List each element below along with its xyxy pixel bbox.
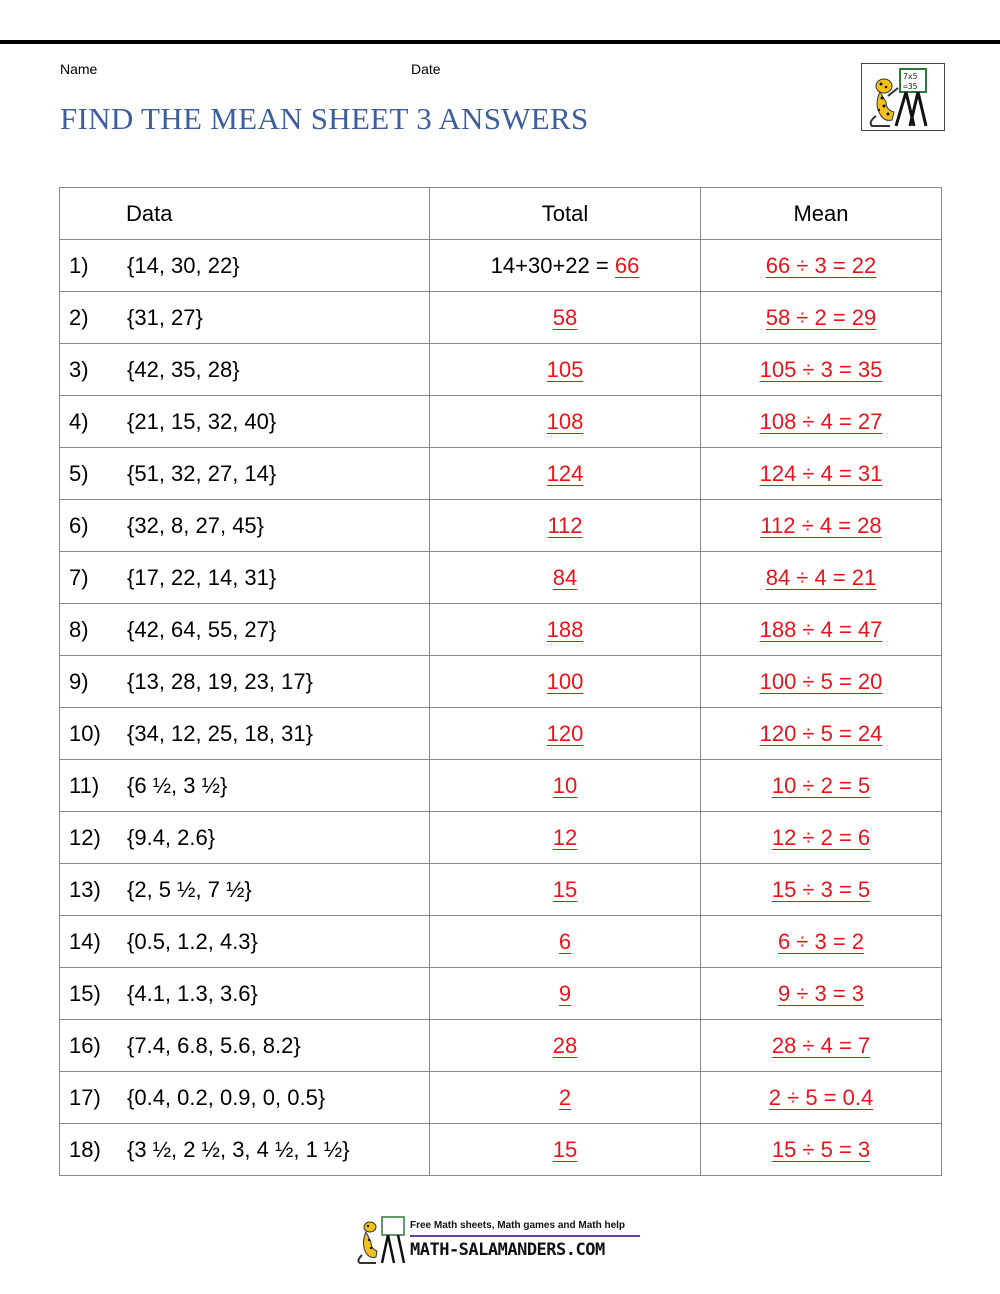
total-answer: 84	[552, 564, 578, 590]
mean-cell	[701, 1072, 942, 1124]
table-row	[60, 604, 942, 656]
data-set: {0.5, 1.2, 4.3}	[127, 928, 258, 954]
total-cell	[430, 396, 701, 448]
table-row	[60, 344, 942, 396]
total-answer: 100	[546, 668, 584, 694]
logo-text-bottom: =35	[903, 82, 918, 91]
date-label: Date	[411, 61, 441, 77]
total-answer: 188	[546, 616, 584, 642]
logo-text-top: 7x5	[903, 72, 918, 81]
mean-cell	[701, 968, 942, 1020]
data-set: {51, 32, 27, 14}	[127, 460, 277, 486]
table-row	[60, 708, 942, 760]
salamander-logo-icon	[862, 64, 944, 130]
data-set: {0.4, 0.2, 0.9, 0, 0.5}	[127, 1084, 326, 1110]
question-number: 14)	[69, 928, 101, 954]
question-number: 5)	[69, 460, 89, 486]
data-cell	[60, 1124, 430, 1176]
mean-cell	[701, 760, 942, 812]
total-cell	[430, 1124, 701, 1176]
total-cell	[430, 292, 701, 344]
data-set: {21, 15, 32, 40}	[127, 408, 277, 434]
mean-cell	[701, 240, 942, 292]
data-set: {7.4, 6.8, 5.6, 8.2}	[127, 1032, 301, 1058]
mean-cell	[701, 448, 942, 500]
footer-site-name: MATH-SALAMANDERS.COM	[410, 1240, 605, 1260]
total-working: 14+30+22 =	[490, 252, 615, 278]
question-number: 17)	[69, 1084, 101, 1110]
column-header-mean: Mean	[701, 188, 942, 240]
total-cell	[430, 1072, 701, 1124]
mean-answer: 9 ÷ 3 = 3	[777, 980, 865, 1006]
table-row	[60, 500, 942, 552]
total-answer: 108	[546, 408, 584, 434]
mean-answer: 84 ÷ 4 = 21	[765, 564, 877, 590]
data-cell	[60, 1072, 430, 1124]
question-number: 8)	[69, 616, 89, 642]
question-number: 6)	[69, 512, 89, 538]
question-number: 11)	[69, 772, 100, 798]
total-cell	[430, 864, 701, 916]
total-cell	[430, 500, 701, 552]
mean-answers-table	[59, 187, 942, 1176]
total-cell	[430, 708, 701, 760]
column-header-total: Total	[430, 188, 701, 240]
mean-answer: 58 ÷ 2 = 29	[765, 304, 877, 330]
table-row	[60, 656, 942, 708]
data-set: {3 ½, 2 ½, 3, 4 ½, 1 ½}	[127, 1136, 350, 1162]
question-number: 4)	[69, 408, 89, 434]
footer-divider	[410, 1235, 640, 1237]
salamander-logo	[861, 63, 945, 131]
data-cell	[60, 968, 430, 1020]
total-answer: 15	[552, 1136, 578, 1162]
question-number: 1)	[69, 252, 89, 278]
data-cell	[60, 500, 430, 552]
mean-cell	[701, 656, 942, 708]
data-cell	[60, 708, 430, 760]
mean-answer: 10 ÷ 2 = 5	[771, 772, 871, 798]
table-row	[60, 916, 942, 968]
data-set: {42, 64, 55, 27}	[127, 616, 277, 642]
data-cell	[60, 916, 430, 968]
data-set: {2, 5 ½, 7 ½}	[127, 876, 252, 902]
data-cell	[60, 760, 430, 812]
mean-cell	[701, 1124, 942, 1176]
total-answer: 66	[614, 252, 640, 278]
question-number: 9)	[69, 668, 89, 694]
table-row	[60, 292, 942, 344]
mean-answer: 124 ÷ 4 = 31	[759, 460, 883, 486]
data-cell	[60, 812, 430, 864]
total-answer: 28	[552, 1032, 578, 1058]
table-row	[60, 552, 942, 604]
data-set: {17, 22, 14, 31}	[127, 564, 277, 590]
mean-cell	[701, 812, 942, 864]
data-cell	[60, 552, 430, 604]
mean-cell	[701, 604, 942, 656]
mean-cell	[701, 1020, 942, 1072]
mean-answer: 120 ÷ 5 = 24	[759, 720, 883, 746]
mean-answer: 2 ÷ 5 = 0.4	[768, 1084, 874, 1110]
question-number: 18)	[69, 1136, 101, 1162]
footer-salamander-icon	[352, 1213, 410, 1265]
data-set: {31, 27}	[127, 304, 203, 330]
table-row	[60, 448, 942, 500]
data-set: {42, 35, 28}	[127, 356, 240, 382]
mean-answer: 105 ÷ 3 = 35	[759, 356, 883, 382]
total-answer: 9	[558, 980, 572, 1006]
total-cell	[430, 760, 701, 812]
question-number: 16)	[69, 1032, 101, 1058]
mean-answer: 15 ÷ 3 = 5	[771, 876, 871, 902]
total-answer: 112	[547, 512, 583, 538]
data-cell	[60, 292, 430, 344]
mean-answer: 112 ÷ 4 = 28	[760, 512, 882, 538]
table-row	[60, 240, 942, 292]
mean-cell	[701, 708, 942, 760]
table-row	[60, 812, 942, 864]
total-answer: 12	[552, 824, 578, 850]
data-set: {34, 12, 25, 18, 31}	[127, 720, 313, 746]
data-set: {13, 28, 19, 23, 17}	[127, 668, 313, 694]
data-cell	[60, 344, 430, 396]
data-set: {6 ½, 3 ½}	[127, 772, 228, 798]
total-cell	[430, 968, 701, 1020]
total-cell	[430, 604, 701, 656]
total-answer: 6	[558, 928, 572, 954]
question-number: 15)	[69, 980, 101, 1006]
total-cell	[430, 552, 701, 604]
table-row	[60, 1020, 942, 1072]
mean-cell	[701, 396, 942, 448]
question-number: 3)	[69, 356, 89, 382]
total-answer: 105	[546, 356, 584, 382]
total-cell	[430, 344, 701, 396]
column-header-data: Data	[60, 188, 430, 240]
total-cell	[430, 812, 701, 864]
total-answer: 10	[552, 772, 578, 798]
total-answer: 58	[552, 304, 578, 330]
footer-brand	[352, 1213, 642, 1265]
data-set: {9.4, 2.6}	[127, 824, 216, 850]
data-set: {32, 8, 27, 45}	[127, 512, 265, 538]
data-cell	[60, 1020, 430, 1072]
question-number: 7)	[69, 564, 89, 590]
mean-cell	[701, 916, 942, 968]
mean-answer: 12 ÷ 2 = 6	[771, 824, 871, 850]
mean-answer: 188 ÷ 4 = 47	[759, 616, 883, 642]
total-answer: 124	[546, 460, 584, 486]
question-number: 10)	[69, 720, 101, 746]
total-cell	[430, 240, 701, 292]
data-cell	[60, 604, 430, 656]
table-row	[60, 864, 942, 916]
question-number: 12)	[69, 824, 101, 850]
question-number: 13)	[69, 876, 101, 902]
mean-answer: 28 ÷ 4 = 7	[771, 1032, 871, 1058]
mean-cell	[701, 864, 942, 916]
mean-answer: 100 ÷ 5 = 20	[759, 668, 883, 694]
total-answer: 15	[552, 876, 578, 902]
total-cell	[430, 1020, 701, 1072]
mean-cell	[701, 344, 942, 396]
data-set: {4.1, 1.3, 3.6}	[127, 980, 258, 1006]
total-cell	[430, 916, 701, 968]
mean-answer: 15 ÷ 5 = 3	[771, 1136, 871, 1162]
footer-tagline: Free Math sheets, Math games and Math help	[410, 1220, 626, 1231]
mean-cell	[701, 292, 942, 344]
mean-answer: 6 ÷ 3 = 2	[777, 928, 865, 954]
mean-answer: 66 ÷ 3 = 22	[765, 252, 877, 278]
total-cell	[430, 656, 701, 708]
total-answer: 120	[546, 720, 584, 746]
table-row	[60, 396, 942, 448]
data-cell	[60, 240, 430, 292]
table-row	[60, 968, 942, 1020]
data-cell	[60, 864, 430, 916]
mean-cell	[701, 500, 942, 552]
name-label: Name	[60, 61, 98, 77]
data-cell	[60, 396, 430, 448]
table-row	[60, 1124, 942, 1176]
data-cell	[60, 448, 430, 500]
table-header-row	[60, 188, 942, 240]
table-row	[60, 1072, 942, 1124]
page-title: FIND THE MEAN SHEET 3 ANSWERS	[60, 101, 589, 136]
table-row	[60, 760, 942, 812]
data-set: {14, 30, 22}	[127, 252, 240, 278]
top-rule	[0, 40, 1000, 44]
mean-cell	[701, 552, 942, 604]
total-cell	[430, 448, 701, 500]
mean-answer: 108 ÷ 4 = 27	[759, 408, 883, 434]
data-cell	[60, 656, 430, 708]
total-answer: 2	[558, 1084, 572, 1110]
question-number: 2)	[69, 304, 89, 330]
